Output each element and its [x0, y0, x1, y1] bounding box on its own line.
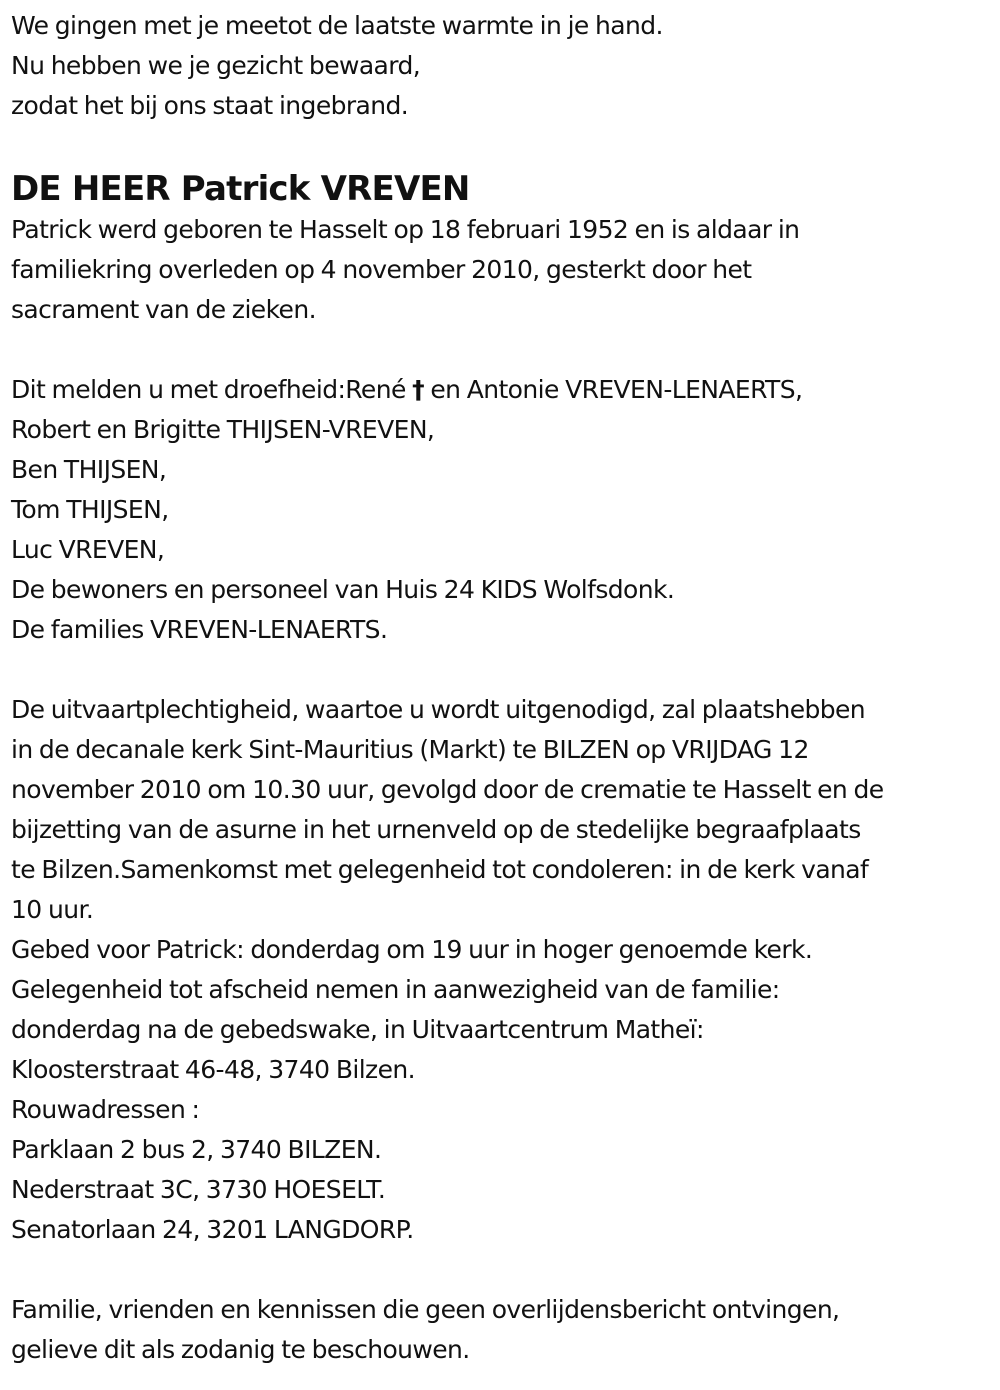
- paragraph-gap: [11, 650, 996, 690]
- closing-line: Familie, vrienden en kennissen die geen overlijdensbericht ontvingen,: [11, 1295, 840, 1324]
- funeral-line: Rouwadressen :: [11, 1095, 200, 1124]
- poem: [11, 6, 996, 126]
- cross-icon: †: [412, 375, 424, 404]
- funeral-line: donderdag na de gebedswake, in Uitvaartcentrum Matheï:: [11, 1015, 704, 1044]
- mourner-line: Luc VREVEN,: [11, 535, 165, 564]
- paragraph-gap: [11, 330, 996, 370]
- funeral-details: [11, 690, 996, 1250]
- mourner-line: Tom THIJSEN,: [11, 495, 169, 524]
- birth-line: Patrick werd geboren te Hasselt op 18 februari 1952 en is aldaar in: [11, 215, 800, 244]
- funeral-line: 10 uur.: [11, 895, 94, 924]
- mourners-first-rest: en Antonie VREVEN-LENAERTS,: [424, 375, 803, 404]
- closing-line: gelieve dit als zodanig te beschouwen.: [11, 1335, 470, 1364]
- funeral-line: te Bilzen.Samenkomst met gelegenheid tot condoleren: in de kerk vanaf: [11, 855, 869, 884]
- funeral-line: november 2010 om 10.30 uur, gevolgd door de crematie te Hasselt en de: [11, 775, 884, 804]
- address-line: Parklaan 2 bus 2, 3740 BILZEN.: [11, 1135, 382, 1164]
- deceased-name-heading: DE HEER Patrick VREVEN: [11, 169, 470, 209]
- address-line: Nederstraat 3C, 3730 HOESELT.: [11, 1175, 386, 1204]
- funeral-line: Kloosterstraat 46-48, 3740 Bilzen.: [11, 1055, 415, 1084]
- poem-line: zodat het bij ons staat ingebrand.: [11, 91, 409, 120]
- paragraph-gap: [11, 1250, 996, 1290]
- mourner-line: De families VREVEN-LENAERTS.: [11, 615, 388, 644]
- mourner-line: Ben THIJSEN,: [11, 455, 167, 484]
- birth-paragraph: [11, 210, 996, 330]
- mourners-intro-line: [11, 370, 996, 410]
- mourners-list: [11, 370, 996, 650]
- closing-note: [11, 1290, 996, 1370]
- poem-line: Nu hebben we je gezicht bewaard,: [11, 51, 421, 80]
- birth-line: familiekring overleden op 4 november 2010, gesterkt door het: [11, 255, 752, 284]
- mourners-intro: Dit melden u met droefheid:René: [11, 375, 413, 404]
- obituary-page: [11, 6, 996, 1370]
- funeral-line: Gebed voor Patrick: donderdag om 19 uur in hoger genoemde kerk.: [11, 935, 813, 964]
- poem-line: We gingen met je meetot de laatste warmte in je hand.: [11, 11, 663, 40]
- birth-line: sacrament van de zieken.: [11, 295, 316, 324]
- funeral-line: De uitvaartplechtigheid, waartoe u wordt uitgenodigd, zal plaatshebben: [11, 695, 866, 724]
- mourner-line: Robert en Brigitte THIJSEN-VREVEN,: [11, 415, 435, 444]
- address-line: Senatorlaan 24, 3201 LANGDORP.: [11, 1215, 414, 1244]
- mourner-line: De bewoners en personeel van Huis 24 KIDS Wolfsdonk.: [11, 575, 675, 604]
- funeral-line: Gelegenheid tot afscheid nemen in aanwezigheid van de familie:: [11, 975, 780, 1004]
- funeral-line: in de decanale kerk Sint-Mauritius (Markt) te BILZEN op VRIJDAG 12: [11, 735, 809, 764]
- funeral-line: bijzetting van de asurne in het urnenveld op de stedelijke begraafplaats: [11, 815, 861, 844]
